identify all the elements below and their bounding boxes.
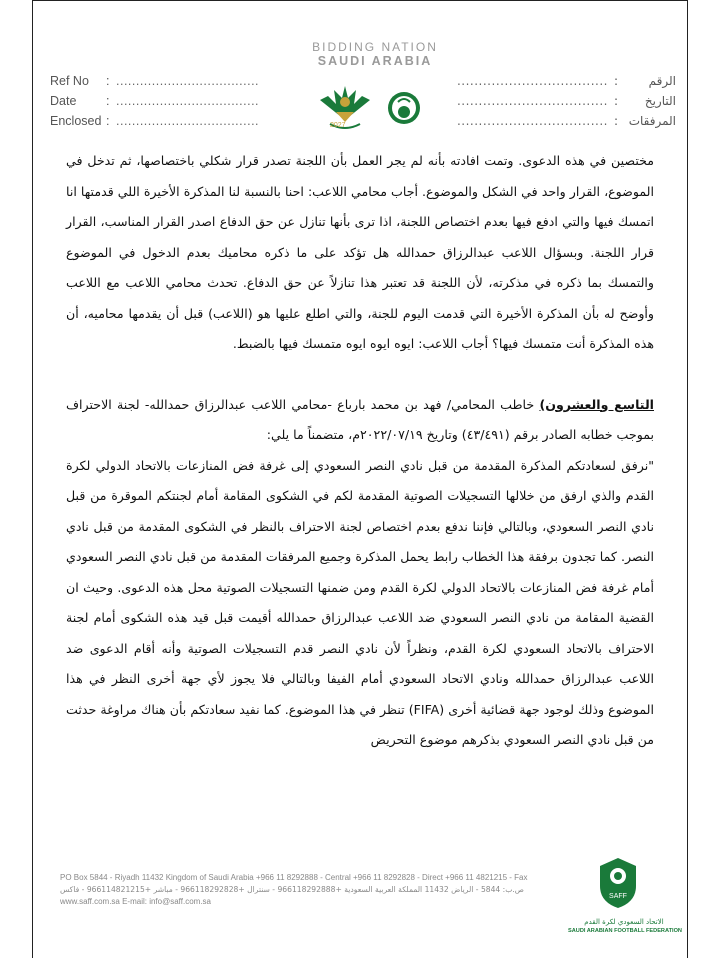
meta-enclosed-field: ....................................	[116, 114, 260, 128]
brand-line2: SAUDI ARABIA	[317, 54, 433, 68]
meta-date-label: Date	[50, 94, 77, 108]
paragraph-2	[66, 390, 654, 451]
bid-eagle-logo-icon	[314, 80, 376, 138]
meta-date-field: ....................................	[116, 94, 260, 108]
meta-date-row: Date : ....................................	[50, 94, 259, 114]
brand-line1: BIDDING NATION	[312, 40, 438, 54]
meta-ar-date-row: التاريخ : ...................................	[457, 94, 676, 114]
section-heading: التاسع والعشرون)	[539, 396, 654, 412]
bid-brand	[300, 40, 450, 68]
paragraph-2-intro: خاطب المحامي/ فهد بن محمد بارباع -محامي اللاعب عبدالرزاق حمدالله- لجنة الاحتراف بموجب خطابه الصادر برقم (٤٣/٤٩١) وتاريخ ٢٠٢٢/٠٧/١٩م، متضمناً ما يلي:	[66, 396, 654, 442]
saff-footer-logo-icon	[598, 856, 638, 910]
meta-ar-ref-row: الرقم : ...................................	[457, 74, 676, 94]
meta-right	[457, 74, 676, 134]
footer-address-ar: ص.ب: 5844 - الرياض 11432 المملكة العربية السعودية +966118292888 - سنترال +966118292828 - مباشر +966114821215 - فاكس	[60, 885, 524, 894]
meta-ar-date-label: التاريخ	[644, 94, 676, 108]
meta-ref-field: ....................................	[116, 74, 260, 88]
meta-ar-enclosed-label: المرفقات	[628, 114, 676, 128]
saff-logo-icon	[386, 88, 422, 128]
footer-web: www.saff.com.sa E-mail: info@saff.com.sa	[60, 897, 211, 906]
document-body	[66, 146, 654, 756]
meta-enclosed-row: Enclosed : ....................................	[50, 114, 259, 134]
meta-ar-date-field: ...................................	[456, 94, 608, 108]
bid-year: 2027	[330, 122, 346, 129]
meta-ref-label: Ref No	[50, 74, 89, 88]
paragraph-gap	[66, 360, 654, 390]
meta-ar-enclosed-row: المرفقات : ...................................	[457, 114, 676, 134]
meta-left	[50, 74, 259, 134]
meta-ar-ref-label: الرقم	[648, 74, 676, 88]
saff-name-ar: الاتحاد السعودي لكرة القدم	[584, 918, 664, 926]
saff-name-en: SAUDI ARABIAN FOOTBALL FEDERATION	[568, 928, 682, 934]
saff-badge-text: SAFF	[609, 893, 627, 900]
paragraph-2-quote: "نرفق لسعادتكم المذكرة المقدمة من قبل نادي النصر السعودي إلى غرفة فض المنازعات بالاتحاد الدولي لكرة القدم والذي ارفق من خلالها التسجيلات الصوتية المقدمة لكم في الشكوى المقامة أمام لجنتكم الموقرة من قبل نادي النصر السعودي، وبالتالي فإننا ندفع بعدم اختصاص لجنة الاحتراف بالنظر في الشكوى المقدمة من قبل نادي النصر. كما تجدون برفقة هذا الخطاب رابط يحمل المذكرة وجميع المرفقات المقدمة من قبل نادي النصر السعودي أمام غرفة فض المنازعات بالاتحاد الدولي لكرة القدم ومن ضمنها التسجيلات الصوتية محل هذه الدعوى. وحيث ان القضية المقامة من نادي النصر السعودي ضد اللاعب عبدالرزاق حمدالله أقيمت قبل قيد هذه الشكوى أمام لجنة الاحتراف بالاتحاد السعودي لكرة القدم، ونظراً لأن نادي النصر قدم التسجيلات الصوتية وأنه أقام الدعوى ضد اللاعب عبدالرزاق حمدالله ونادي الاتحاد السعودي أمام الفيفا وبالتالي فلا يجوز لأي جهة أخرى النظر في هذا الموضوع وذلك لوجود جهة قضائية أخرى (FIFA) تنظر في هذا الموضوع. كما نفيد سعادتكم بأن هناك مراوغة حدثت من قبل نادي النصر السعودي بذكرهم موضوع التحريض	[66, 457, 655, 747]
meta-ref-row: Ref No : ....................................	[50, 74, 259, 94]
paragraph-1: مختصين في هذه الدعوى. وتمت افادته بأنه لم يجر العمل بأن اللجنة تصدر قرار شكلي باختصاصها، ثم تدخل في الموضوع، القرار واحد في الشكل والموضوع. أجاب محامي اللاعب: احنا بالنسبة لنا المذكرة الأخيرة اللي قدمتها انا اتمسك فيها والتي ادفع فيها بعدم اختصاص اللجنة، اذا ترى بأنها تنازل عن حق الدفاع اصدر القرار المناسب، القرار قرار اللجنة. وبسؤال اللاعب عبدالرزاق حمدالله هل تؤكد على ما ذكره محاميك بعدم الدخول في الموضوع والتمسك بما ذكره في مذكرته، لأن اللجنة قد تعتبر هذا تنازلاً عن حق الدفاع. تحدث محامي اللاعب مع اللاعب وأوضح له بأن المذكرة الأخيرة التي قدمت اليوم للجنة، والتي اطلع عليها هو (اللاعب) قبل أن يقدمها محاميه، أن هذه المذكرة أنت متمسك فيها؟ أجاب اللاعب: ايوه ايوه ايوه متمسك فيها بالضبط.	[66, 153, 654, 351]
meta-ar-enclosed-field: ...................................	[456, 114, 608, 128]
meta-enclosed-label: Enclosed	[50, 114, 102, 128]
footer-contact	[60, 872, 580, 908]
meta-ar-ref-field: ...................................	[456, 74, 608, 88]
footer-address-en: PO Box 5844 - Riyadh 11432 Kingdom of Saudi Arabia +966 11 8292888 - Central +966 11 8292828 - Direct +966 11 4821215 - Fax	[60, 873, 528, 882]
